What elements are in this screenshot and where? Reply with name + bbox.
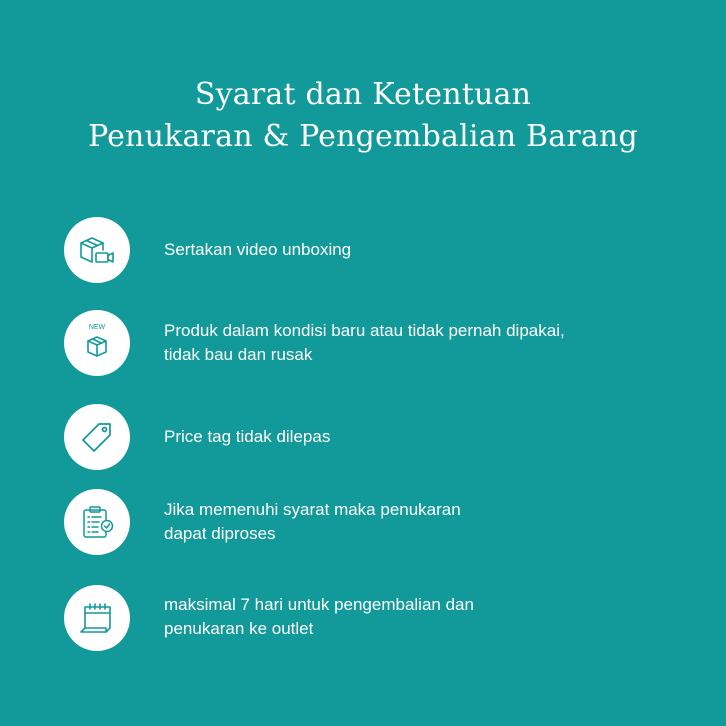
title-line-2: Penukaran & Pengembalian Barang (88, 119, 638, 154)
icon-circle (64, 310, 130, 376)
title-line-1: Syarat dan Ketentuan (194, 77, 532, 112)
page-title (0, 74, 726, 158)
term-text-line: dapat diproses (164, 524, 276, 543)
term-text-line: Sertakan video unboxing (164, 240, 352, 259)
icon-circle (64, 585, 130, 651)
term-text-line: Price tag tidak dilepas (164, 427, 331, 446)
new-box-icon (77, 323, 117, 363)
term-text (164, 593, 684, 641)
icon-circle (64, 404, 130, 470)
term-item-unboxing-video (64, 217, 684, 283)
clipboard-checklist-icon (77, 502, 117, 542)
calendar-icon (77, 598, 117, 638)
box-video-camera-icon (77, 230, 117, 270)
term-item-max-days (64, 585, 684, 651)
term-item-processing (64, 489, 684, 555)
term-text-line: maksimal 7 hari untuk pengembalian dan (164, 595, 474, 614)
new-badge-text: NEW (88, 324, 106, 331)
icon-circle (64, 489, 130, 555)
term-text (164, 498, 684, 546)
term-text (164, 238, 684, 262)
icon-circle (64, 217, 130, 283)
term-text-line: penukaran ke outlet (164, 619, 314, 638)
term-text-line: tidak bau dan rusak (164, 345, 313, 364)
term-item-price-tag (64, 404, 684, 470)
price-tag-icon (77, 417, 117, 457)
term-text-line: Jika memenuhi syarat maka penukaran (164, 500, 461, 519)
term-text-line: Produk dalam kondisi baru atau tidak pernah dipakai, (164, 321, 565, 340)
term-text (164, 319, 684, 367)
term-item-new-condition (64, 310, 684, 376)
term-text (164, 425, 684, 449)
